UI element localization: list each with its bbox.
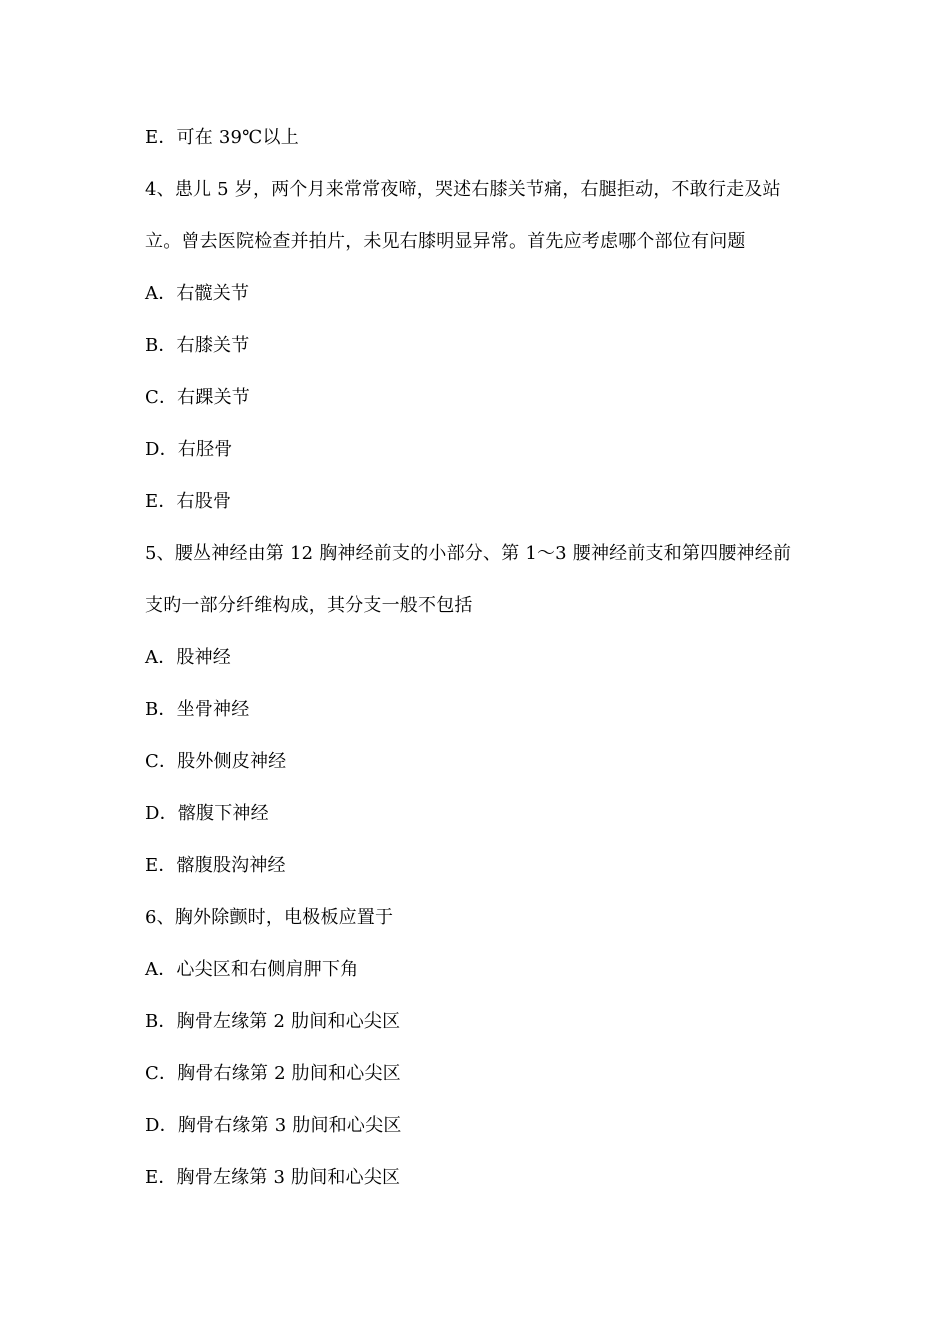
option-c-q4: C．右踝关节	[145, 387, 250, 408]
question-5-text-line1: 5、腰丛神经由第 12 胸神经前支的小部分、第 1～3 腰神经前支和第四腰神经前	[145, 543, 792, 564]
option-e-q3: E．可在 39℃以上	[145, 127, 299, 148]
question-4-text-line1: 4、患儿 5 岁，两个月来常常夜啼，哭述右膝关节痛，右腿拒动，不敢行走及站	[145, 179, 781, 200]
option-d-q4: D．右胫骨	[145, 439, 233, 460]
option-a-q5: A．股神经	[145, 647, 231, 668]
question-5-text-line2: 支旳一部分纤维构成，其分支一般不包括	[145, 595, 473, 616]
option-e-q5: E．髂腹股沟神经	[145, 855, 286, 876]
option-b-q4: B．右膝关节	[145, 335, 250, 356]
option-d-q5: D．髂腹下神经	[145, 803, 269, 824]
option-a-q4: A．右髋关节	[145, 283, 250, 304]
option-d-q6: D．胸骨右缘第 3 肋间和心尖区	[145, 1115, 402, 1136]
option-e-q4: E．右股骨	[145, 491, 232, 512]
option-c-q5: C．股外侧皮神经	[145, 751, 287, 772]
question-4-text-line2: 立。曾去医院检查并拍片，未见右膝明显异常。首先应考虑哪个部位有问题	[145, 231, 746, 252]
option-b-q5: B．坐骨神经	[145, 699, 250, 720]
option-b-q6: B．胸骨左缘第 2 肋间和心尖区	[145, 1011, 401, 1032]
question-6-text: 6、胸外除颤时，电极板应置于	[145, 907, 394, 928]
option-c-q6: C．胸骨右缘第 2 肋间和心尖区	[145, 1063, 401, 1084]
option-a-q6: A．心尖区和右侧肩胛下角	[145, 959, 359, 980]
option-e-q6: E．胸骨左缘第 3 肋间和心尖区	[145, 1167, 401, 1188]
